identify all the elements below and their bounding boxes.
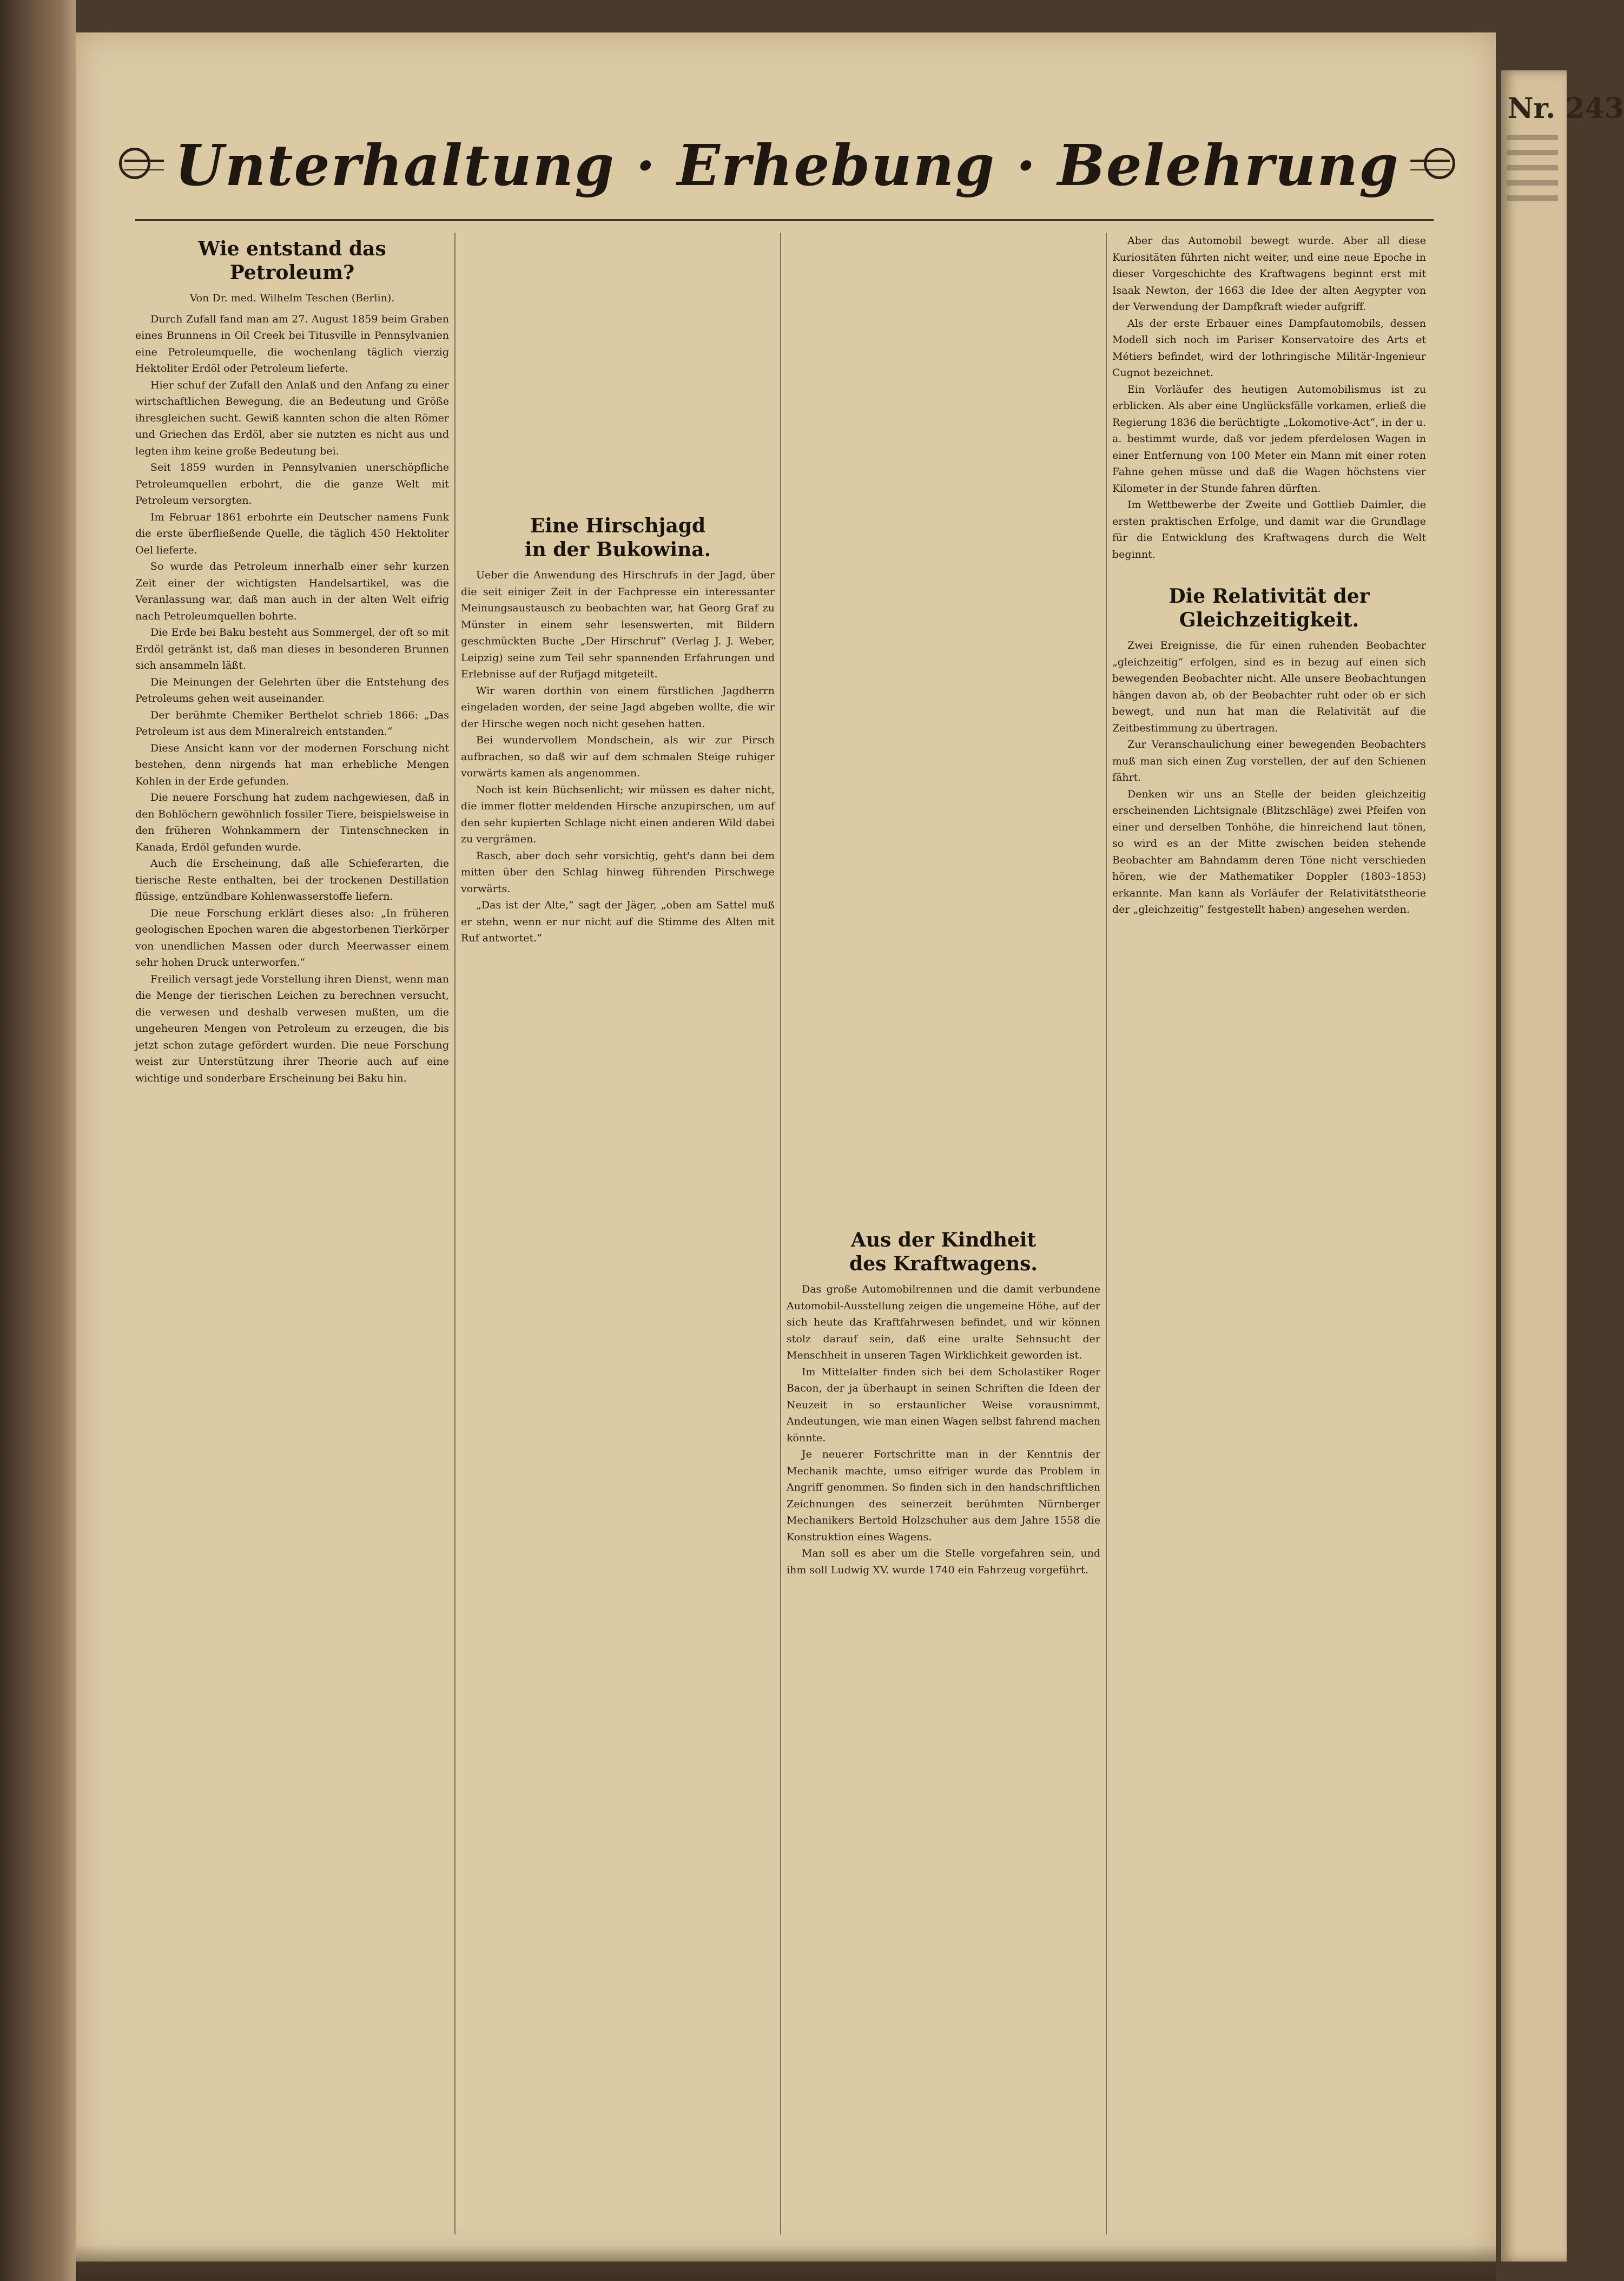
- paragraph: Freilich versagt jede Vorstellung ihren Dienst, wenn man die Menge der tierischen Leichen zu berechnen versucht, die verwesen und deshalb verwesen mußten, um die ungeheuren Mengen von Petroleum zu erzeugen, die bis jetzt schon zutage gefördert wurden. Die neue Forschung weist zur Unterstützung ihrer Theorie auch auf eine wichtige und sonderbare Erscheinung bei Baku hin.: [135, 973, 449, 1084]
- column-4: [1112, 233, 1426, 2234]
- paragraph: Je neuerer Fortschritte man in der Kenntnis der Mechanik machte, umso eifriger wurde das Problem in Angriff genommen. So finden sich in den handschriftlichen Zeichnungen des seinerzeit berühmten Nürnberger Mechanikers Bertold Holzschuher aus dem Jahre 1558 die Konstruktion eines Wagens.: [787, 1448, 1100, 1543]
- paragraph: Ein Vorläufer des heutigen Automobilismus ist zu erblicken. Als aber eine Unglücksfälle vorkamen, erließ die Regierung 1836 die berüchtigte „Lokomotive-Act“, in der u. a. bestimmt wurde, daß vor jedem pferdelosen Wagen in einer Entfernung von 100 Meter ein Mann mit einer roten Fahne gehen müsse und daß die Wagen höchstens vier Kilometer in der Stunde fahren dürften.: [1112, 383, 1426, 495]
- paragraph: Durch Zufall fand man am 27. August 1859 beim Graben eines Brunnens in Oil Creek bei Titusville in Pennsylvanien eine Petroleumquelle, die wochenlang täglich vierzig Hektoliter Erdöl oder Petroleum lieferte.: [135, 313, 449, 374]
- paragraph: Bei wundervollem Mondschein, als wir zur Pirsch aufbrachen, so daß wir auf dem schmalen Steige ruhiger vorwärts kamen als angenommen.: [461, 734, 775, 779]
- column-divider: [780, 233, 781, 2234]
- paragraph: Seit 1859 wurden in Pennsylvanien unerschöpfliche Petroleumquellen erbohrt, die die ganze Welt mit Petroleum versorgten.: [135, 462, 449, 506]
- paragraph: Im Wettbewerbe der Zweite und Gottlieb Daimler, die ersten praktischen Erfolge, und damit war die Grundlage für die Entwicklung des Kraftwagens durch die Welt beginnt.: [1112, 499, 1426, 561]
- masthead-rule: [135, 219, 1434, 221]
- text-line: [1507, 180, 1558, 186]
- paragraph: Aber das Automobil bewegt wurde. Aber all diese Kuriositäten führten nicht weiter, und eine neue Epoche in dieser Vorgeschichte des Kraftwagens beginnt erst mit Isaak Newton, der 1663 die Idee der alten Aegypter von der Verwendung der Dampfkraft wieder aufgriff.: [1112, 235, 1426, 313]
- paragraph: Rasch, aber doch sehr vorsichtig, geht's dann bei dem mitten über den Schlag hinweg führenden Pirschwege vorwärts.: [461, 849, 775, 895]
- paragraph: „Das ist der Alte,“ sagt der Jäger, „oben am Sattel muß er stehn, wenn er nur nicht auf die Stimme des Alten mit Ruf antwortet.“: [461, 899, 775, 944]
- paragraph: Ueber die Anwendung des Hirschrufs in der Jagd, über die seit einiger Zeit in der Fachpresse ein interessanter Meinungsaustausch zu beobachten war, hat Georg Graf zu Münster in einem sehr lesenswerten, mit Bildern geschmückten Buche „Der Hirschruf“ (Verlag J. J. Weber, Leipzig) seine zum Teil sehr spannenden Erfahrungen und Erlebnisse auf der Rufjagd mitgeteilt.: [461, 569, 775, 680]
- paragraph: Als der erste Erbauer eines Dampfautomobils, dessen Modell sich noch im Pariser Konservatoire des Arts et Métiers befindet, wird der lothringische Militär-Ingenieur Cugnot bezeichnet.: [1112, 317, 1426, 379]
- column-2: [461, 233, 775, 2234]
- paragraph: Die Erde bei Baku besteht aus Sommergel, der oft so mit Erdöl getränkt ist, daß man dieses in besonderen Brunnen sich ansammeln läßt.: [135, 627, 449, 671]
- paragraph: Der berühmte Chemiker Berthelot schrieb 1866: „Das Petroleum ist aus dem Mineralreich entstanden.“: [135, 709, 449, 737]
- article-title-petroleum: Wie entstand das Petroleum?: [198, 238, 386, 284]
- paragraph: Die neue Forschung erklärt dieses also: „In früheren geologischen Epochen waren die abgestorbenen Tierkörper von unendlichen Massen oder durch Meerwasser einem sehr hohen Druck unterworfen.“: [135, 907, 449, 968]
- masthead-ornament-left: [124, 160, 164, 170]
- article-title-hirschjagd: Eine Hirschjagd in der Bukowina.: [524, 515, 711, 561]
- page-bottom-shadow: [76, 2245, 1496, 2281]
- paragraph: So wurde das Petroleum innerhalb einer sehr kurzen Zeit einer der wichtigsten Handelsartikel, was die Veranlassung war, daß man auch in der alten Welt eifrig nach Petroleumquellen bohrte.: [135, 561, 449, 622]
- column-1: [135, 233, 449, 2234]
- paragraph: Die neuere Forschung hat zudem nachgewiesen, daß in den Bohlöchern gewöhnlich fossiler Tiere, beispielsweise in den früheren Wohnkammern der Tintenschnecken in Kanada, Erdöl gefunden wurde.: [135, 792, 449, 853]
- masthead-title: Unterhaltung · Erhebung · Belehrung: [175, 131, 1399, 199]
- paragraph: Im Februar 1861 erbohrte ein Deutscher namens Funk die erste überfließende Quelle, die täglich 450 Hektoliter Oel lieferte.: [135, 511, 449, 556]
- paragraph: Denken wir uns an Stelle der beiden gleichzeitig erscheinenden Lichtsignale (Blitzschläge) zwei Pfeifen von einer und derselben Tonhöhe, die hinreichend laut tönen, so wird es an der Mitte zwischen beiden stehende Beobachter am Bahndamm deren Töne nicht verschieden hören, wie der Mathematiker Doppler (1803–1853) erkannte. Man kann als Vorläufer der Relativitätstheorie der „gleichzeitig“ festgestellt haben) angesehen werden.: [1112, 788, 1426, 915]
- paragraph: Auch die Erscheinung, daß alle Schieferarten, die tierische Reste enthalten, bei der trockenen Destillation flüssige, entzündbare Kohlenwasserstoffe liefern.: [135, 858, 449, 902]
- text-line: [1507, 165, 1558, 170]
- masthead-ornament-right: [1410, 160, 1450, 170]
- adjacent-page-number: Nr. 243: [1508, 92, 1624, 125]
- paragraph: Zur Veranschaulichung einer bewegenden Beobachters muß man sich einen Zug vorstellen, der auf den Schienen fährt.: [1112, 739, 1426, 783]
- adjacent-page-edge: [1501, 70, 1624, 2262]
- paragraph: Das große Automobilrennen und die damit verbundene Automobil-Ausstellung zeigen die ungemeine Höhe, auf der sich heute das Kraftfahrwesen befindet, und wir können stolz darauf sein, daß eine uralte Sehnsucht der Menschheit in unseren Tagen Wirklichkeit geworden ist.: [787, 1283, 1100, 1361]
- paragraph: Die Meinungen der Gelehrten über die Entstehung des Petroleums gehen weit auseinander.: [135, 676, 449, 704]
- paragraph: Im Mittelalter finden sich bei dem Scholastiker Roger Bacon, der ja überhaupt in seinen Schriften die Ideen der Neuzeit in so erstaunlicher Weise vorausnimmt, Andeutungen, wie man einen Wagen selbst fahrend machen könnte.: [787, 1366, 1100, 1444]
- column-3: [787, 233, 1100, 2234]
- article-title-kraftwagen: Aus der Kindheit des Kraftwagens.: [849, 1229, 1038, 1275]
- text-line: [1507, 135, 1558, 140]
- column-divider: [454, 233, 455, 2234]
- paragraph: Hier schuf der Zufall den Anlaß und den Anfang zu einer wirtschaftlichen Bewegung, die an Bedeutung und Größe ihresgleichen sucht. Gewiß kannten schon die alten Römer und Griechen das Erdöl, aber sie nutzten es nicht aus und legten ihm keine große Bedeutung bei.: [135, 379, 449, 457]
- text-line: [1507, 195, 1558, 201]
- book-binding: [0, 0, 76, 2281]
- paragraph: Zwei Ereignisse, die für einen ruhenden Beobachter „gleichzeitig“ erfolgen, sind es in bezug auf einen sich bewegenden Beobachter nicht. Alle unsere Beobachtungen hängen davon ab, ob der Beobachter ruht oder ob er sich bewegt, und nun hat man die Relativität auf die Zeitbestimmung zu übertragen.: [1112, 640, 1426, 734]
- section-masthead: [114, 124, 1461, 206]
- article-title-relativitaet: Die Relativität der Gleichzeitigkeit.: [1169, 585, 1370, 631]
- paragraph: Diese Ansicht kann vor der modernen Forschung nicht bestehen, denn nirgends hat man erhebliche Mengen Kohlen in der Erde gefunden.: [135, 742, 449, 787]
- paragraph: Man soll es aber um die Stelle vorgefahren sein, und ihm soll Ludwig XV. wurde 1740 ein Fahrzeug vorgeführt.: [787, 1547, 1100, 1576]
- paragraph: Wir waren dorthin von einem fürstlichen Jagdherrn eingeladen worden, der seine Jagd abgeben wollte, die wir der Hirsche wegen noch nicht gesehen hatten.: [461, 684, 775, 730]
- newspaper-page: [76, 32, 1496, 2262]
- column-divider: [1106, 233, 1107, 2234]
- text-line: [1507, 150, 1558, 155]
- paragraph: Noch ist kein Büchsenlicht; wir müssen es daher nicht, die immer flotter meldenden Hirsche anzupirschen, um auf den sehr kupierten Schlage nicht einen anderen Wild dabei zu vergrämen.: [461, 783, 775, 845]
- article-author: Von Dr. med. Wilhelm Teschen (Berlin).: [189, 292, 395, 304]
